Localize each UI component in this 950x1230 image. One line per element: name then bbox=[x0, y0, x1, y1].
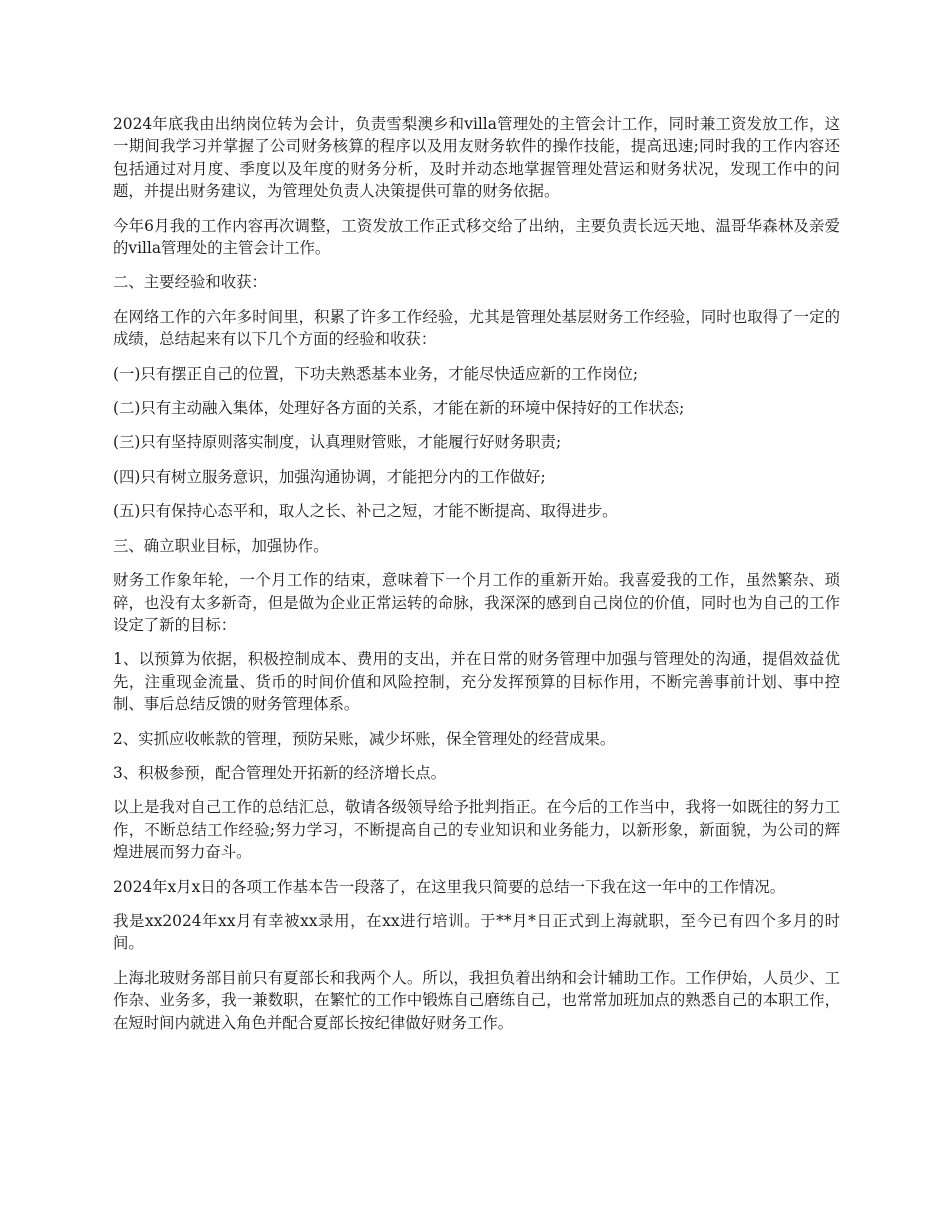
section-heading: 三、确立职业目标，加强协作。 bbox=[113, 536, 329, 555]
paragraph: 2024年x月x日的各项工作基本告一段落了，在这里我只简要的总结一下我在这一年中的工作情况。 bbox=[113, 877, 786, 896]
paragraph: 2024年底我由出纳岗位转为会计，负责雪梨澳乡和villa管理处的主管会计工作，同时兼工资发放工作，这一期间我学习并掌握了公司财务核算的程序以及用友财务软件的操作技能，提高迅速;同时我的工作内容还包括通过对月度、季度以及年度的财务分析，及时并动态地掌握管理处营运和财务状况，发现工作中的问题，并提出财务建议，为管理处负责人决策提供可靠的财务依据。 bbox=[113, 115, 840, 201]
list-item: (三)只有坚持原则落实制度，认真理财管账，才能履行好财务职责; bbox=[113, 433, 562, 452]
list-item: (二)只有主动融入集体，处理好各方面的关系，才能在新的环境中保持好的工作状态; bbox=[113, 399, 685, 418]
paragraph: 上海北玻财务部目前只有夏部长和我两个人。所以，我担负着出纳和会计辅助工作。工作伊始，人员少、工作杂、业务多，我一兼数职，在繁忙的工作中锻炼自己磨练自己，也常常加班加点的熟悉自己的本职工作，在短时间内就进入角色并配合夏部长按纪律做好财务工作。 bbox=[113, 968, 840, 1032]
document-body bbox=[113, 113, 840, 1046]
list-item: (一)只有摆正自己的位置，下功夫熟悉基本业务，才能尽快适应新的工作岗位; bbox=[113, 364, 639, 383]
list-item: (四)只有树立服务意识，加强沟通协调，才能把分内的工作做好; bbox=[113, 467, 546, 486]
paragraph: 财务工作象年轮，一个月工作的结束，意味着下一个月工作的重新开始。我喜爱我的工作，虽然繁杂、琐碎，也没有太多新奇，但是做为企业正常运转的命脉，我深深的感到自己岗位的价值，同时也为自己的工作设定了新的目标： bbox=[113, 571, 840, 634]
paragraph: 以上是我对自己工作的总结汇总，敬请各级领导给予批判指正。在今后的工作当中，我将一如既往的努力工作，不断总结工作经验;努力学习，不断提高自己的专业知识和业务能力，以新形象，新面貌，为公司的辉煌进展而努力奋斗。 bbox=[113, 798, 840, 862]
paragraph: 在网络工作的六年多时间里，积累了许多工作经验，尤其是管理处基层财务工作经验，同时也取得了一定的成绩，总结起来有以下几个方面的经验和收获： bbox=[113, 307, 840, 349]
list-item: 1、以预算为依据，积极控制成本、费用的支出，并在日常的财务管理中加强与管理处的沟通，提倡效益优先，注重现金流量、货币的时间价值和风险控制，充分发挥预算的目标作用，不断完善事前计划、事中控制、事后总结反馈的财务管理体系。 bbox=[113, 650, 840, 714]
list-item: (五)只有保持心态平和，取人之长、补己之短，才能不断提高、取得进步。 bbox=[113, 502, 618, 521]
list-item: 2、实抓应收帐款的管理，预防呆账，减少坏账，保全管理处的经营成果。 bbox=[113, 729, 616, 748]
section-heading: 二、主要经验和收获： bbox=[113, 273, 267, 292]
paragraph: 今年6月我的工作内容再次调整，工资发放工作正式移交给了出纳，主要负责长远天地、温哥华森林及亲爱的villa管理处的主管会计工作。 bbox=[113, 216, 840, 258]
list-item: 3、积极参预，配合管理处开拓新的经济增长点。 bbox=[113, 763, 446, 782]
paragraph: 我是xx2024年xx月有幸被xx录用，在xx进行培训。于**月*日正式到上海就职，至今已有四个多月的时间。 bbox=[113, 911, 840, 953]
